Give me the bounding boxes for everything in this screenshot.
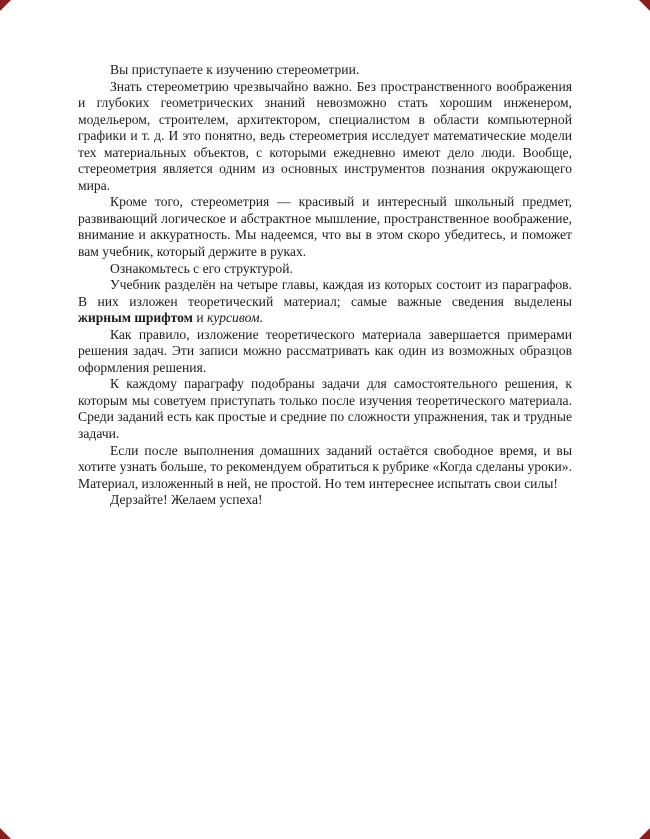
paragraph-problems: К каждому параграфу подобраны задачи для самостоятельного решения, к которым мы советуем приступать только после изучения теоретического материала. Среди заданий есть как простые и средние по сложности упражнения, так и трудные задачи. <box>78 376 572 442</box>
paragraph-text: . <box>259 310 263 326</box>
corner-artifact-bottom-left <box>0 828 11 839</box>
corner-artifact-top-right <box>639 0 650 11</box>
corner-artifact-top-left <box>0 0 11 11</box>
paragraph-closing: Дерзайте! Желаем успеха! <box>110 492 263 508</box>
paragraph-structure-intro: Ознакомьтесь с его структурой. <box>110 260 293 276</box>
bold-text: жирным шрифтом <box>78 310 193 326</box>
paragraph-structure <box>78 277 572 327</box>
paragraph-text: Учебник разделён на четыре главы, каждая из которых состоит из параграфов. В них изложен теоретический материал; самые важные сведения выделены <box>78 277 572 309</box>
text-block <box>78 62 572 509</box>
paragraph-examples: Как правило, изложение теоретического материала завершается примерами решения задач. Эти записи можно рассматривать как один из возможных образцов оформления решения. <box>78 326 572 375</box>
paragraph-rubric: Если после выполнения домашних заданий остаётся свободное время, и вы хотите узнать больше, то рекомендуем обратиться к рубрике «Когда сделаны уроки». Материал, изложенный в ней, не простой. Но тем интереснее испытать свои силы! <box>78 442 572 491</box>
paragraph-intro: Вы приступаете к изучению стереометрии. <box>110 62 360 77</box>
paragraph-text: и <box>192 310 208 326</box>
italic-text: курсивом <box>207 310 260 326</box>
paragraph-importance: Знать стереометрию чрезвычайно важно. Без пространственного воображения и глубоких геометрических знаний невозможно стать хорошим инженером, модельером, строителем, архитектором, специалистом в области компьютерной графики и т. д. И это понятно, ведь стереометрия исследует математические модели тех материальных объектов, с которыми ежедневно имеют дело люди. Вообще, стереометрия является одним из основных инструментов познания окружающего мира. <box>78 78 572 193</box>
paragraph-subject: Кроме того, стереометрия — красивый и интересный школьный предмет, развивающий логическое и абстрактное мышление, пространственное воображение, внимание и аккуратность. Мы надеемся, что вы в этом скоро убедитесь, и поможет вам учебник, который держите в руках. <box>78 194 572 260</box>
corner-artifact-bottom-right <box>639 828 650 839</box>
